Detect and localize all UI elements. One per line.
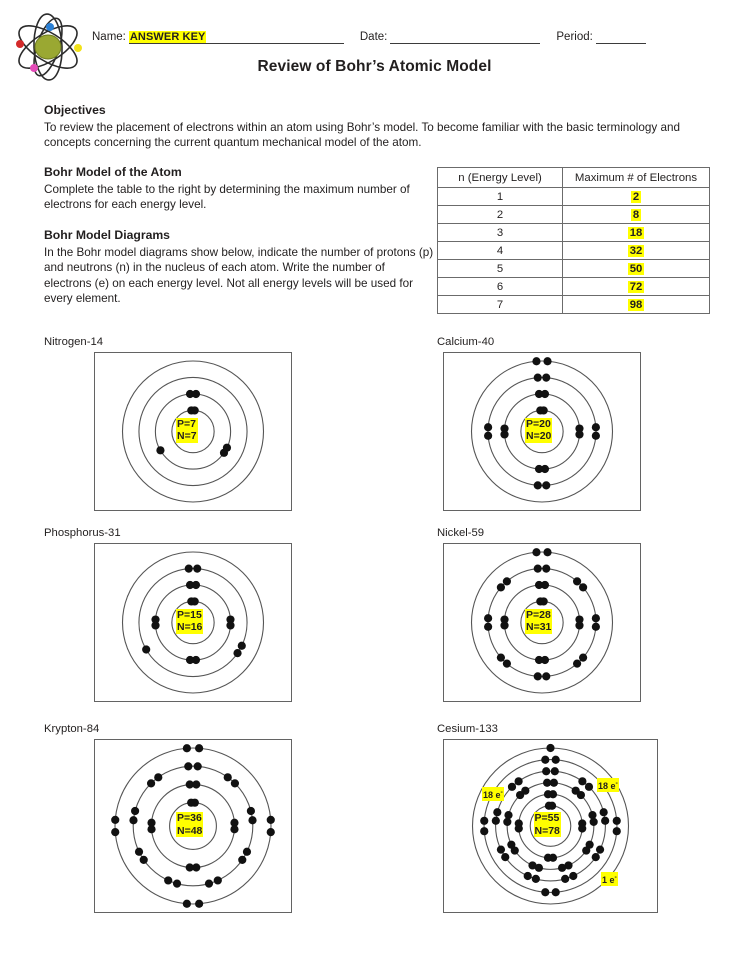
proton-count: P=36 [177, 812, 202, 824]
electron-dot [543, 357, 551, 365]
electron-dot [184, 762, 192, 770]
name-value: ANSWER KEY [129, 31, 206, 43]
diagram-frame [443, 543, 641, 702]
electron-dot [497, 846, 505, 854]
cell-max-electrons[interactable] [563, 188, 710, 206]
bohr-diagram [44, 527, 292, 702]
electron-dot [156, 446, 164, 454]
electron-dot [151, 615, 159, 623]
electron-dot [613, 817, 621, 825]
electron-dot [183, 744, 191, 752]
electron-dot [501, 853, 509, 861]
electron-dot [135, 848, 143, 856]
period-input[interactable] [596, 30, 646, 44]
electron-dot [550, 779, 558, 787]
cell-energy-level: 7 [438, 296, 563, 314]
electron-dot [542, 374, 550, 382]
electron-dot [224, 773, 232, 781]
electron-dot [578, 777, 586, 785]
electron-dot [515, 819, 523, 827]
bohr-diagrams-section [44, 228, 434, 307]
electron-dot [493, 808, 501, 816]
answer-value: 98 [629, 298, 643, 311]
shell-electron-annotation[interactable] [597, 778, 619, 792]
electron-dot [543, 548, 551, 556]
proton-count: P=20 [526, 417, 551, 430]
bohr-model-body: Complete the table to the right by determining the maximum number of electrons for each energy level. [44, 182, 410, 212]
electron-dot [582, 846, 590, 854]
nucleus-label[interactable] [176, 609, 203, 634]
nucleus-label[interactable] [525, 609, 552, 634]
electron-dot [592, 623, 600, 631]
electron-dot [191, 799, 199, 807]
electron-dot [230, 825, 238, 833]
bohr-diagram [437, 723, 658, 913]
electron-dot [173, 880, 181, 888]
electron-dot [535, 465, 543, 473]
neutron-count: N=48 [177, 824, 203, 837]
electron-dot [592, 432, 600, 440]
electron-dot [111, 828, 119, 836]
electron-dot [546, 744, 554, 752]
electron-dot [238, 642, 246, 650]
annotation-text: 18 e [598, 781, 616, 791]
electron-dot [592, 853, 600, 861]
electron-dot [214, 876, 222, 884]
electron-dot [231, 779, 239, 787]
electron-dot [528, 861, 536, 869]
electron-dot [573, 660, 581, 668]
electron-dot [549, 790, 557, 798]
electron-dot [548, 802, 556, 810]
electron-dot [140, 856, 148, 864]
date-input[interactable] [390, 30, 540, 44]
electron-dot [561, 875, 569, 883]
electron-dot [267, 828, 275, 836]
electron-dot [541, 390, 549, 398]
electron-dot [497, 654, 505, 662]
electron-dot [186, 656, 194, 664]
electron-dot [233, 649, 241, 657]
bohr-diagram [44, 336, 292, 511]
shell-electron-annotation[interactable] [601, 872, 618, 886]
annotation-charge: - [614, 874, 617, 881]
electron-dot [183, 900, 191, 908]
cell-energy-level: 1 [438, 188, 563, 206]
bohr-diagram [44, 723, 292, 913]
neutron-count: N=78 [534, 824, 560, 837]
electron-dot [192, 581, 200, 589]
electron-dot [191, 597, 199, 605]
table-row [438, 224, 710, 242]
table-header-row [438, 168, 710, 188]
electron-dot [192, 390, 200, 398]
electron-dot [579, 583, 587, 591]
element-label: Phosphorus-31 [44, 527, 121, 539]
electron-dot [573, 577, 581, 585]
proton-count: P=28 [526, 608, 551, 621]
electron-dot [575, 621, 583, 629]
electron-dot [492, 817, 500, 825]
electron-dot [243, 848, 251, 856]
objectives-section [44, 103, 710, 151]
table-row [438, 278, 710, 296]
neutron-count: N=20 [526, 430, 552, 442]
electron-dot [247, 807, 255, 815]
electron-dot [220, 449, 228, 457]
electron-dot [507, 841, 515, 849]
column-header-energy-level: n (Energy Level) [438, 168, 563, 188]
electron-dot [544, 854, 552, 862]
student-info-row [92, 24, 732, 44]
electron-dot [524, 872, 532, 880]
neutron-count: N=31 [526, 621, 552, 633]
electron-dot [532, 875, 540, 883]
electron-dot [154, 773, 162, 781]
element-label: Calcium-40 [437, 336, 495, 348]
cell-max-electrons[interactable] [563, 260, 710, 278]
electron-dot [192, 780, 200, 788]
cell-energy-level: 3 [438, 224, 563, 242]
electron-dot [541, 581, 549, 589]
electron-dot [238, 856, 246, 864]
table-row [438, 242, 710, 260]
cell-max-electrons[interactable] [563, 206, 710, 224]
page-title: Review of Bohr’s Atomic Model [257, 58, 492, 75]
electron-dot [552, 888, 560, 896]
electron-dot [601, 817, 609, 825]
electron-dot [534, 672, 542, 680]
element-label: Nitrogen-14 [44, 336, 104, 348]
name-label: Name: [92, 31, 126, 43]
answer-value: 2 [632, 190, 640, 203]
bohr-diagrams-heading: Bohr Model Diagrams [44, 228, 170, 242]
electron-dot [540, 406, 548, 414]
name-input[interactable] [129, 30, 344, 44]
bohr-model-section [44, 165, 434, 213]
nucleus-label[interactable] [176, 812, 203, 837]
electron-dot [193, 565, 201, 573]
cell-energy-level: 6 [438, 278, 563, 296]
electron-dot [521, 787, 529, 795]
electron-dot [186, 863, 194, 871]
electron-dot [575, 430, 583, 438]
cell-max-electrons[interactable] [563, 296, 710, 314]
electron-dot [480, 827, 488, 835]
electron-dot [600, 808, 608, 816]
annotation-text: 1 e [602, 875, 615, 885]
annotation-charge: - [615, 780, 618, 787]
electron-dot [191, 406, 199, 414]
table-row [438, 206, 710, 224]
electron-dot [267, 816, 275, 824]
page-header [0, 0, 749, 92]
electron-dot [578, 824, 586, 832]
electron-dot [164, 876, 172, 884]
element-label: Krypton-84 [44, 723, 100, 735]
bohr-diagram [437, 527, 641, 702]
electron-dot [195, 900, 203, 908]
electron-dot [129, 816, 137, 824]
date-label: Date: [359, 31, 388, 43]
objectives-body: To review the placement of electrons within an atom using Bohr’s model. To become familiar with the basic terminology and concepts concerning the current quantum mechanical model of the atom. [44, 120, 680, 150]
electron-dot [585, 783, 593, 791]
period-label: Period: [556, 31, 593, 43]
column-header-max-electrons: Maximum # of Electrons [563, 168, 710, 188]
electron-dot [497, 583, 505, 591]
diagram-frame [94, 543, 292, 702]
electron-dot [500, 424, 508, 432]
electron-dot [147, 819, 155, 827]
neutron-count: N=7 [177, 430, 197, 442]
electron-dot [194, 762, 202, 770]
electron-dot [205, 880, 213, 888]
electron-dot [534, 565, 542, 573]
nucleus-label[interactable] [525, 418, 552, 443]
bohr-diagram [437, 336, 641, 511]
table-row [438, 296, 710, 314]
cell-max-electrons[interactable] [563, 278, 710, 296]
electron-dot [248, 816, 256, 824]
electron-dot [147, 779, 155, 787]
nucleus-label[interactable] [176, 418, 198, 443]
cell-max-electrons[interactable] [563, 224, 710, 242]
objectives-heading: Objectives [44, 103, 106, 117]
electron-dot [569, 872, 577, 880]
proton-count: P=7 [177, 417, 196, 430]
electron-dot [541, 756, 549, 764]
electron-dot [540, 597, 548, 605]
electron-dot [226, 621, 234, 629]
electron-dot [185, 565, 193, 573]
electron-dot [484, 423, 492, 431]
electron-dot [532, 357, 540, 365]
electron-dot [542, 767, 550, 775]
bohr-model-heading: Bohr Model of the Atom [44, 165, 182, 179]
electron-dot [592, 423, 600, 431]
answer-value: 72 [629, 280, 643, 293]
electron-dot [532, 548, 540, 556]
electron-dot [484, 432, 492, 440]
electron-dot [542, 565, 550, 573]
shell-electron-annotation[interactable] [482, 787, 504, 801]
proton-count: P=55 [534, 812, 560, 824]
electron-dot [500, 615, 508, 623]
electron-dot [535, 656, 543, 664]
electron-dot [542, 672, 550, 680]
element-label: Nickel-59 [437, 527, 485, 539]
bohr-diagrams-body: In the Bohr model diagrams show below, indicate the number of protons (p) and neutrons (n) in the nucleus of each atom. Write the number of electrons (e) on each energy level. Not all energy levels will be used for every element. [44, 245, 434, 306]
cell-energy-level: 5 [438, 260, 563, 278]
diagram-frame [443, 739, 658, 913]
electron-dot [579, 654, 587, 662]
electron-dot [577, 791, 585, 799]
element-label: Cesium-133 [437, 723, 498, 735]
electron-dot [592, 614, 600, 622]
electron-dot [508, 783, 516, 791]
answer-value: 8 [632, 208, 640, 221]
cell-energy-level: 4 [438, 242, 563, 260]
nucleus-label[interactable] [534, 812, 561, 837]
electron-dot [542, 481, 550, 489]
electron-dot [131, 807, 139, 815]
diagram-frame [94, 352, 292, 511]
table-row [438, 260, 710, 278]
electron-dot [534, 481, 542, 489]
electron-dot [195, 744, 203, 752]
electron-dot [590, 818, 598, 826]
electron-dot [551, 767, 559, 775]
electron-dot [503, 660, 511, 668]
cell-energy-level: 2 [438, 206, 563, 224]
electron-dot [534, 374, 542, 382]
electron-dot [552, 756, 560, 764]
electron-dot [596, 846, 604, 854]
electron-dot [515, 777, 523, 785]
electron-dot [484, 614, 492, 622]
answer-value: 32 [629, 244, 643, 257]
energy-level-table [437, 167, 710, 314]
table-row [438, 188, 710, 206]
electron-dot [503, 577, 511, 585]
diagram-frame [94, 739, 292, 913]
annotation-charge: - [500, 789, 503, 796]
neutron-count: N=16 [177, 621, 203, 633]
electron-dot [504, 811, 512, 819]
answer-value: 50 [629, 262, 643, 275]
electron-dot [484, 623, 492, 631]
diagram-frame [443, 352, 641, 511]
proton-count: P=15 [177, 608, 202, 621]
answer-value: 18 [629, 226, 643, 239]
electron-dot [142, 645, 150, 653]
cell-max-electrons[interactable] [563, 242, 710, 260]
electron-dot [480, 817, 488, 825]
electron-dot [613, 827, 621, 835]
electron-dot [558, 864, 566, 872]
electron-dot [111, 816, 119, 824]
annotation-text: 18 e [483, 790, 501, 800]
electron-dot [541, 888, 549, 896]
